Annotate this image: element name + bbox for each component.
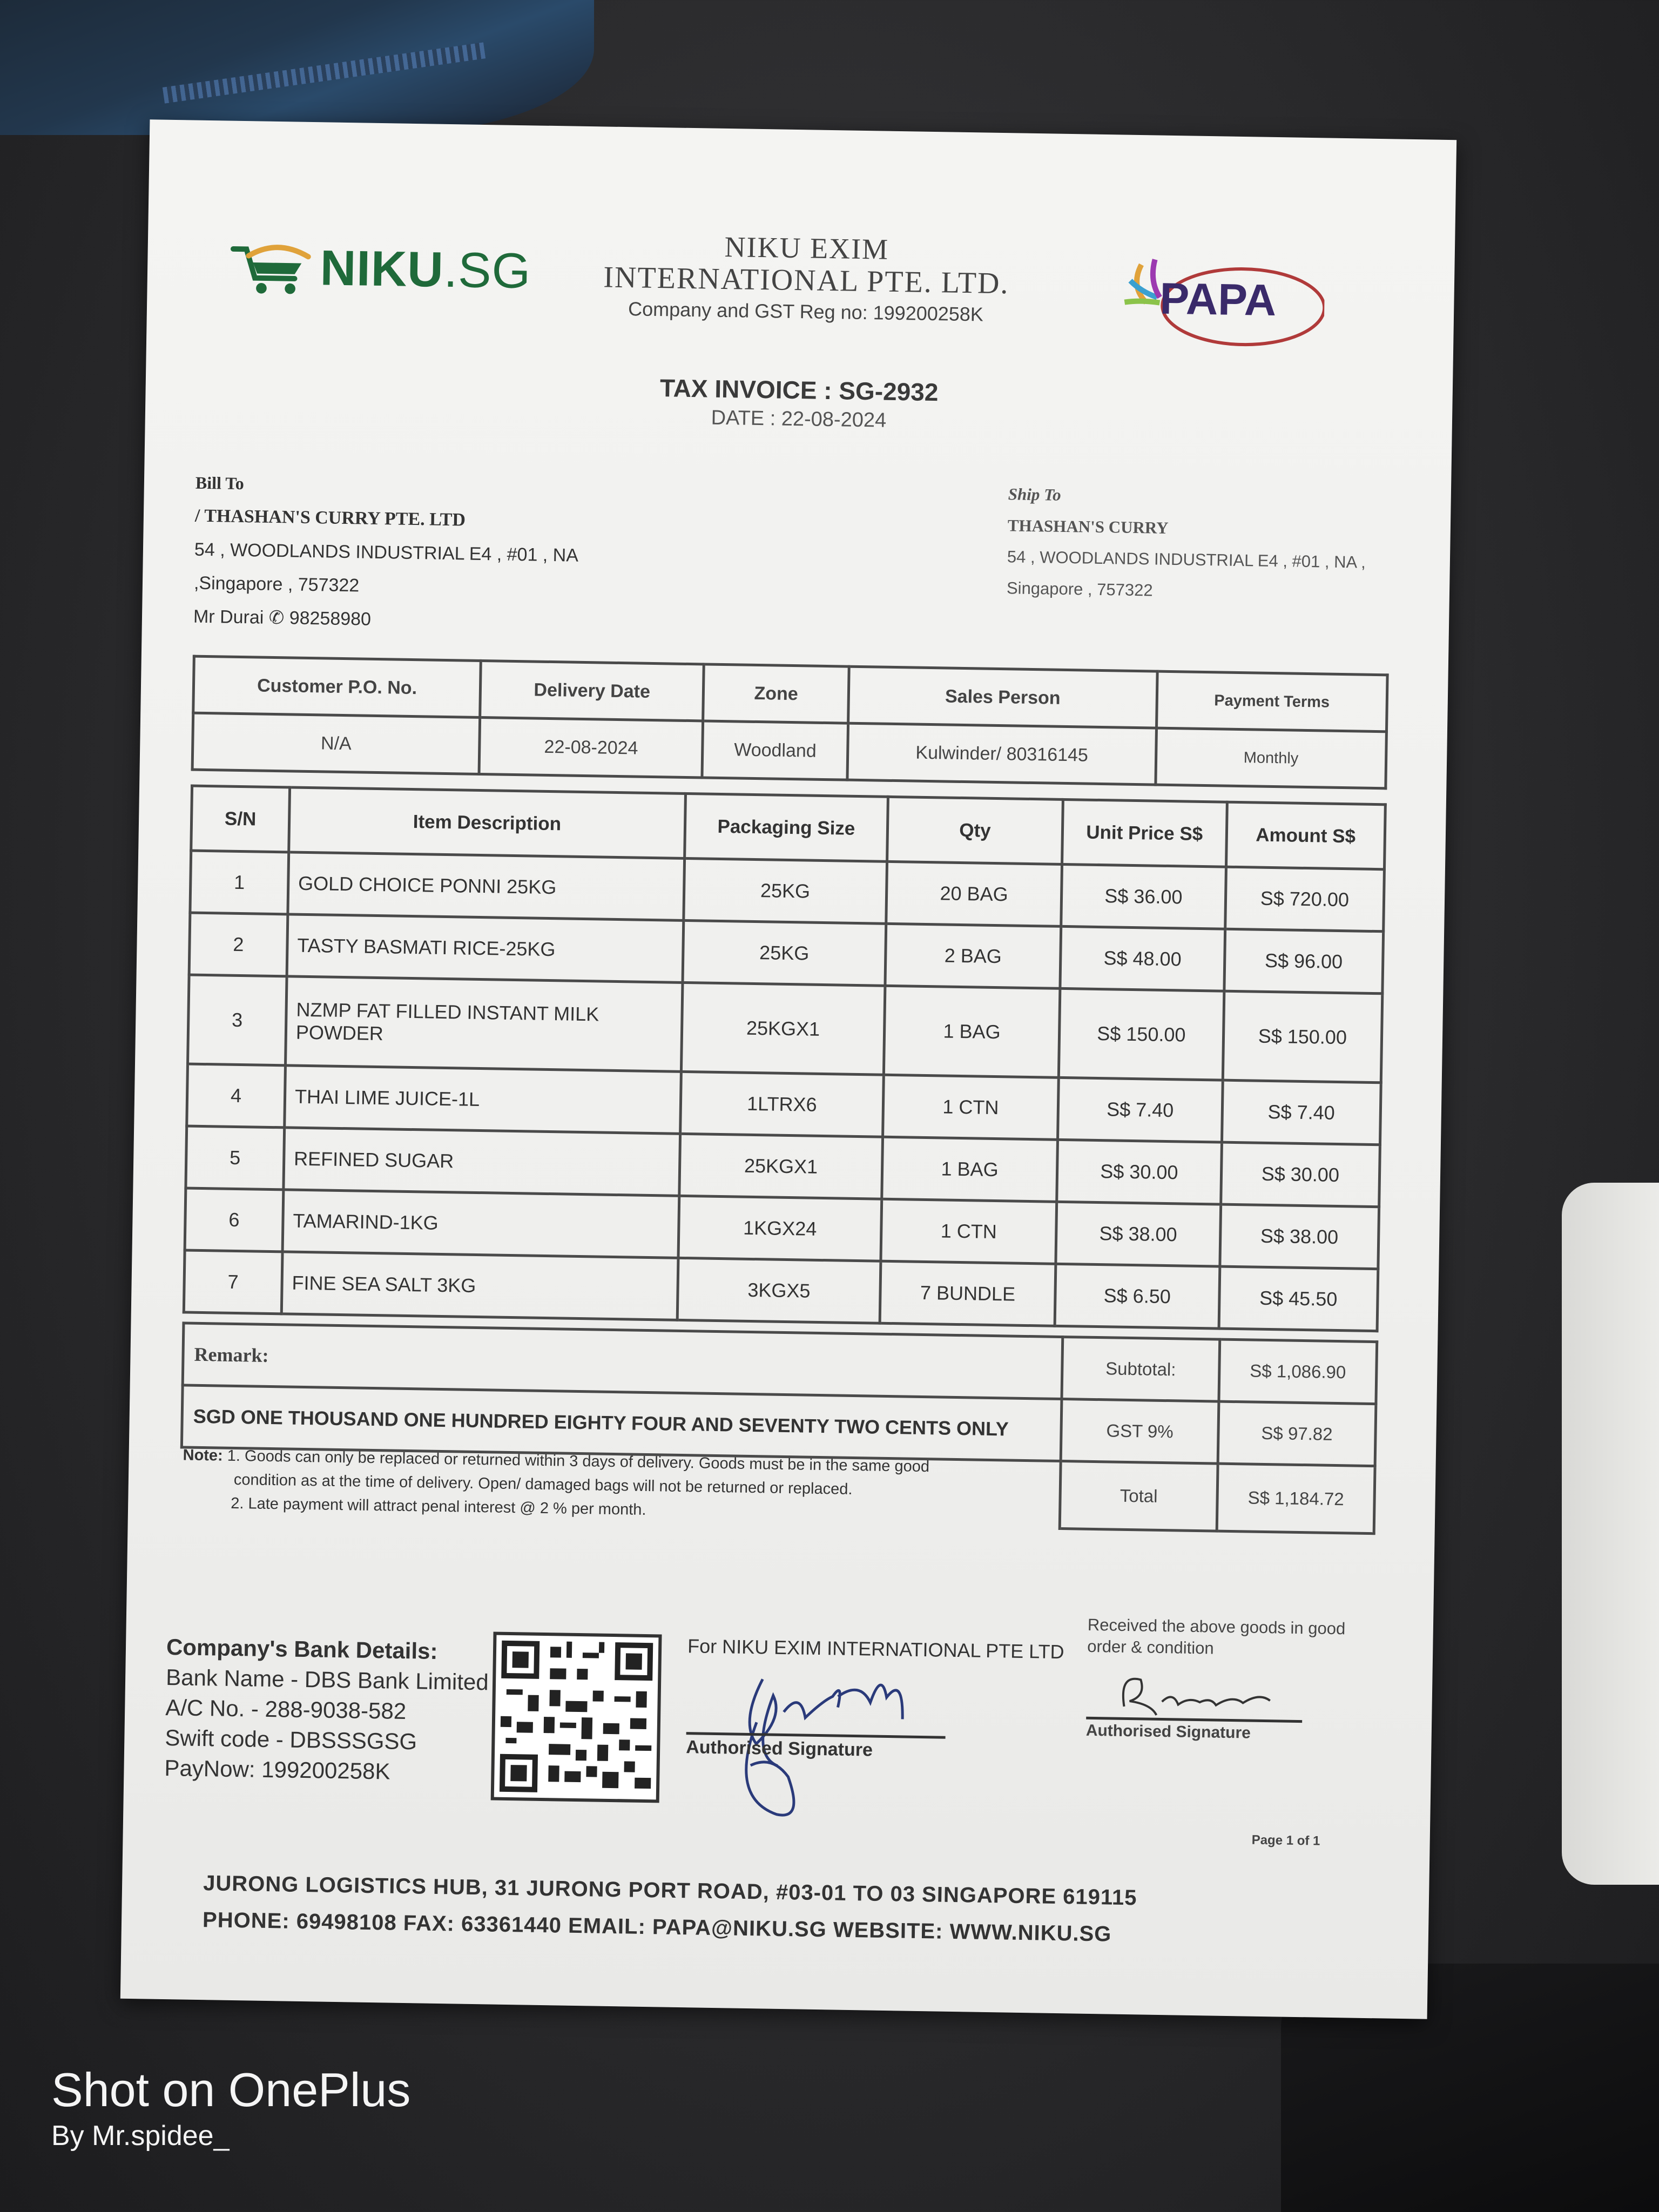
subtotal-label: Subtotal: xyxy=(1062,1337,1220,1402)
bank-heading: Company's Bank Details: xyxy=(166,1634,438,1664)
remark-label: Remark: xyxy=(183,1323,1063,1399)
cell: S$ 7.40 xyxy=(1222,1080,1381,1145)
cell: N/A xyxy=(192,713,480,774)
cell: 1 BAG xyxy=(882,1137,1058,1202)
cell: Woodland xyxy=(702,721,848,780)
note-line: condition as at the time of delivery. Open/ damaged bags will not be returned or replaced. xyxy=(233,1471,853,1498)
bill-to-address-line: ,Singapore , 757322 xyxy=(193,572,360,596)
cell: Monthly xyxy=(1156,728,1387,788)
cell: 20 BAG xyxy=(886,861,1062,926)
header-cell: Item Description xyxy=(289,787,686,858)
invoice-title: TAX INVOICE : SG-2932 xyxy=(659,374,939,407)
cell: 22-08-2024 xyxy=(479,717,703,777)
authorised-signature-left: Authorised Signature xyxy=(686,1732,946,1762)
page-number: Page 1 of 1 xyxy=(1251,1832,1320,1849)
cell: 6 xyxy=(185,1188,284,1252)
papa-logo-word: PAPA xyxy=(1159,274,1277,326)
cell: S$ 720.00 xyxy=(1225,867,1384,932)
header-cell: S/N xyxy=(191,786,290,852)
footer-contact: PHONE: 69498108 FAX: 63361440 EMAIL: PAPA@NIKU.SG WEBSITE: WWW.NIKU.SG xyxy=(202,1908,1112,1946)
cell: S$ 48.00 xyxy=(1060,926,1225,991)
cell: S$ 36.00 xyxy=(1061,864,1226,929)
cell: 3KGX5 xyxy=(677,1258,881,1323)
cell: 25KGX1 xyxy=(681,982,885,1075)
invoice-paper xyxy=(120,119,1456,2019)
cell: TASTY BASMATI RICE-25KG xyxy=(287,914,684,982)
contact-name: Mr Durai xyxy=(193,606,264,628)
cell: 1KGX24 xyxy=(678,1196,882,1261)
cell: Kulwinder/ 80316145 xyxy=(847,723,1156,785)
watermark-line2: By Mr.spidee_ xyxy=(51,2120,230,2152)
cell: S$ 30.00 xyxy=(1057,1139,1222,1204)
ship-to-address-line: Singapore , 757322 xyxy=(1006,578,1153,600)
papa-logo xyxy=(1108,242,1325,354)
cell: THAI LIME JUICE-1L xyxy=(285,1065,682,1134)
cell: 1 xyxy=(190,851,289,914)
contact-phone: 98258980 xyxy=(289,608,372,630)
company-reg: Company and GST Reg no: 199200258K xyxy=(628,298,984,326)
cell: 2 BAG xyxy=(885,923,1061,988)
cell: 3 xyxy=(188,975,287,1065)
note-label: Note: xyxy=(183,1446,223,1465)
company-name-line1: NIKU EXIM xyxy=(724,230,889,266)
bank-line: Swift code - DBSSSGSG xyxy=(165,1725,417,1755)
cell: TAMARIND-1KG xyxy=(282,1190,679,1258)
cell: 4 xyxy=(187,1064,286,1128)
received-note: Received the above goods in good order & condition xyxy=(1087,1615,1346,1658)
subtotal-value: S$ 1,086.90 xyxy=(1219,1339,1377,1404)
ship-to-name: THASHAN'S CURRY xyxy=(1007,516,1169,537)
total-label: Total xyxy=(1060,1461,1218,1532)
watermark-line1: Shot on OnePlus xyxy=(51,2063,411,2116)
cell: S$ 38.00 xyxy=(1219,1204,1379,1269)
cell: S$ 7.40 xyxy=(1058,1077,1223,1142)
header-cell: Payment Terms xyxy=(1156,671,1387,732)
cell: REFINED SUGAR xyxy=(284,1128,680,1196)
papa-leaf-icon xyxy=(1108,242,1325,354)
cell: 25KG xyxy=(684,858,887,923)
cell: NZMP FAT FILLED INSTANT MILK POWDER xyxy=(285,976,682,1071)
header-cell: Customer P.O. No. xyxy=(193,656,481,717)
cell: S$ 96.00 xyxy=(1224,929,1383,994)
bank-line: PayNow: 199200258K xyxy=(164,1755,390,1784)
cell: S$ 6.50 xyxy=(1055,1264,1219,1328)
cell: 1 CTN xyxy=(883,1075,1059,1139)
background-bag xyxy=(0,0,594,135)
header-cell: Packaging Size xyxy=(684,793,888,861)
qr-code-icon xyxy=(494,1635,659,1800)
bill-to-contact xyxy=(193,600,578,639)
order-info-table xyxy=(191,655,1389,790)
cell: FINE SEA SALT 3KG xyxy=(281,1252,678,1320)
footer xyxy=(203,1865,1284,1955)
qr-code xyxy=(491,1632,662,1803)
camera-watermark xyxy=(51,2063,410,2155)
gst-label: GST 9% xyxy=(1061,1399,1219,1464)
ship-to-address-line: 54 , WOODLANDS INDUSTRIAL E4 , #01 , NA , xyxy=(1007,547,1366,572)
cell: 7 xyxy=(184,1250,282,1314)
cell: S$ 30.00 xyxy=(1220,1142,1380,1207)
header-cell: Qty xyxy=(887,797,1063,864)
note-line: 2. Late payment will attract penal interest @ 2 % per month. xyxy=(230,1494,646,1519)
cell: S$ 150.00 xyxy=(1058,988,1224,1080)
items-table xyxy=(183,785,1387,1333)
bank-line: Bank Name - DBS Bank Limited xyxy=(165,1664,489,1695)
header-cell: Amount S$ xyxy=(1226,802,1385,869)
niku-logo-word: NIKU xyxy=(320,240,444,298)
cell: 1 CTN xyxy=(881,1199,1057,1264)
bill-to-name: / THASHAN'S CURRY PTE. LTD xyxy=(194,505,466,530)
cell: 5 xyxy=(186,1126,285,1190)
company-name-line2: INTERNATIONAL PTE. LTD. xyxy=(603,260,1009,301)
cell: 1 BAG xyxy=(884,986,1060,1077)
bill-to-block xyxy=(193,466,580,639)
total-value: S$ 1,184.72 xyxy=(1217,1464,1375,1534)
for-company-label: For NIKU EXIM INTERNATIONAL PTE LTD xyxy=(687,1635,1064,1663)
cell: S$ 45.50 xyxy=(1219,1266,1378,1331)
notes xyxy=(182,1443,1047,1528)
cell: 25KG xyxy=(683,920,886,986)
header-cell: Delivery Date xyxy=(480,660,704,720)
bank-line: A/C No. - 288-9038-582 xyxy=(165,1695,407,1724)
signature-right xyxy=(1108,1663,1292,1725)
invoice-date: DATE : 22-08-2024 xyxy=(711,406,887,432)
ship-to-block xyxy=(1007,478,1367,609)
ship-to-label: Ship To xyxy=(1008,484,1061,504)
niku-logo-suffix: .SG xyxy=(443,242,531,299)
header-cell: Zone xyxy=(703,664,849,723)
authorised-signature-right: Authorised Signature xyxy=(1086,1717,1303,1743)
amount-in-words: SGD ONE THOUSAND ONE HUNDRED EIGHTY FOUR AND SEVENTY TWO CENTS ONLY xyxy=(181,1385,1062,1461)
cell: 7 BUNDLE xyxy=(880,1261,1056,1326)
bill-to-label: Bill To xyxy=(195,473,245,494)
shopping-cart-icon xyxy=(228,229,318,306)
cell: 2 xyxy=(189,913,288,976)
company-header xyxy=(568,228,1045,327)
side-object xyxy=(1562,1183,1659,1885)
cell: 25KGX1 xyxy=(679,1134,883,1199)
bank-details xyxy=(164,1632,489,1788)
note-line: 1. Goods can only be replaced or returned within 3 days of delivery. Goods must be in the same good xyxy=(227,1447,930,1476)
cell: S$ 150.00 xyxy=(1223,991,1382,1083)
phone-icon: ✆ xyxy=(268,607,285,629)
gst-value: S$ 97.82 xyxy=(1218,1401,1376,1466)
header-cell: Sales Person xyxy=(848,666,1157,728)
bill-to-address-line: 54 , WOODLANDS INDUSTRIAL E4 , #01 , NA xyxy=(194,539,579,566)
cell: S$ 38.00 xyxy=(1056,1202,1220,1266)
cell: GOLD CHOICE PONNI 25KG xyxy=(288,852,685,920)
header-cell: Unit Price S$ xyxy=(1062,799,1227,867)
cell: 1LTRX6 xyxy=(680,1071,884,1137)
footer-address: JURONG LOGISTICS HUB, 31 JURONG PORT ROAD, #03-01 TO 03 SINGAPORE 619115 xyxy=(203,1871,1137,1910)
niku-logo xyxy=(228,224,531,315)
